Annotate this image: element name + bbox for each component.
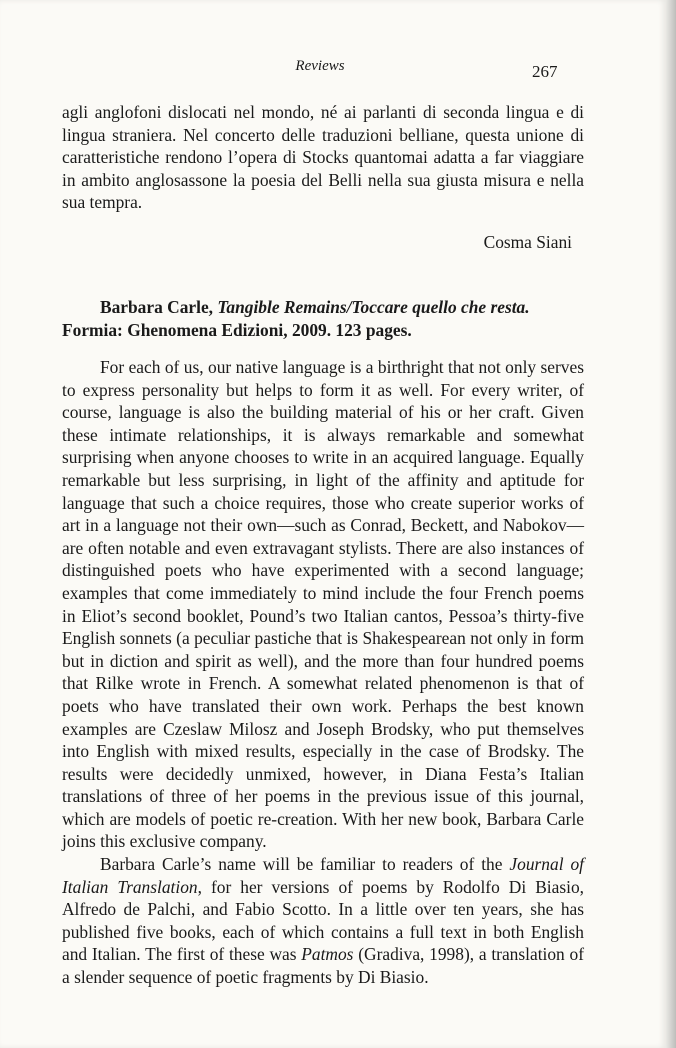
paragraph-2-part-3: (Gradiva, 1998), a translation of a slender sequence of poetic fragments by Di Biasio. <box>62 944 585 988</box>
page-edge <box>666 0 676 1048</box>
citation-title: Tangible Remains/Toccare quello che resta. <box>217 297 530 317</box>
citation-author: Barbara Carle, <box>100 297 218 317</box>
book-title-patmos: Patmos <box>301 944 354 965</box>
paragraph-2-part-2: , for her versions of poems by Rodolfo Di Biasio, Alfredo de Palchi, and Fabio Scotto. In a little over ten years, she has published five books, each of which contains a full text in both English and Italian. The first of these was <box>62 876 584 965</box>
italian-paragraph: agli anglofoni dislocati nel mondo, né ai parlanti di seconda lingua e di lingua straniera. Nel concerto delle traduzioni belliane, questa unione di caratteristiche rendono l’opera di Stocks quantomai adatta a far viaggiare in ambito anglosassone la poesia del Belli nella sua giusta misura e nella sua tempra. <box>62 102 584 213</box>
review-body <box>62 356 584 989</box>
review-citation <box>62 296 584 341</box>
citation-line-1 <box>62 296 584 319</box>
review-paragraph-1: For each of us, our native language is a birthright that not only serves to express personality but helps to form it as well. For every writer, of course, language is also the building material of his or her craft. Given these intimate relationships, it is always remarkable and somewhat surprising when anyone chooses to write in an acquired language. Equally remarkable but less surprising, in light of the affinity and aptitude for language that such a choice requires, those who create superior works of art in a language not their own—such as Conrad, Beckett, and Nabokov—are often notable and even extravagant stylists. There are also instances of distinguished poets who have experimented with a second language; examples that come immediately to mind include the four French poems in Eliot’s second booklet, Pound’s two Italian cantos, Pessoa’s thirty-five English sonnets (a peculiar pastiche that is Shakespearean not only in form but in diction and spirit as well), and the more than four hundred poems that Rilke wrote in French. A somewhat related phenomenon is that of poets who have translated their own work. Perhaps the best known examples are Czeslaw Milosz and Joseph Brodsky, who put themselves into English with mixed results, especially in the case of Brodsky. The results were decidedly unmixed, however, in Diana Festa’s Italian translations of three of her poems in the previous issue of this journal, which are models of poetic re-creation. With her new book, Barbara Carle joins this exclusive company. <box>62 357 584 852</box>
citation-publication: Formia: Ghenomena Edizioni, 2009. 123 pages. <box>62 319 412 340</box>
running-header: Reviews <box>295 58 345 74</box>
review-paragraph-2 <box>62 853 584 989</box>
reviewer-signature: Cosma Siani <box>483 232 572 252</box>
page-number: 267 <box>532 62 558 81</box>
previous-review-conclusion <box>62 101 584 214</box>
paragraph-2-part-1: Barbara Carle’s name will be familiar to readers of the <box>100 854 510 875</box>
journal-title: Journal of Italian Translation <box>62 854 584 897</box>
